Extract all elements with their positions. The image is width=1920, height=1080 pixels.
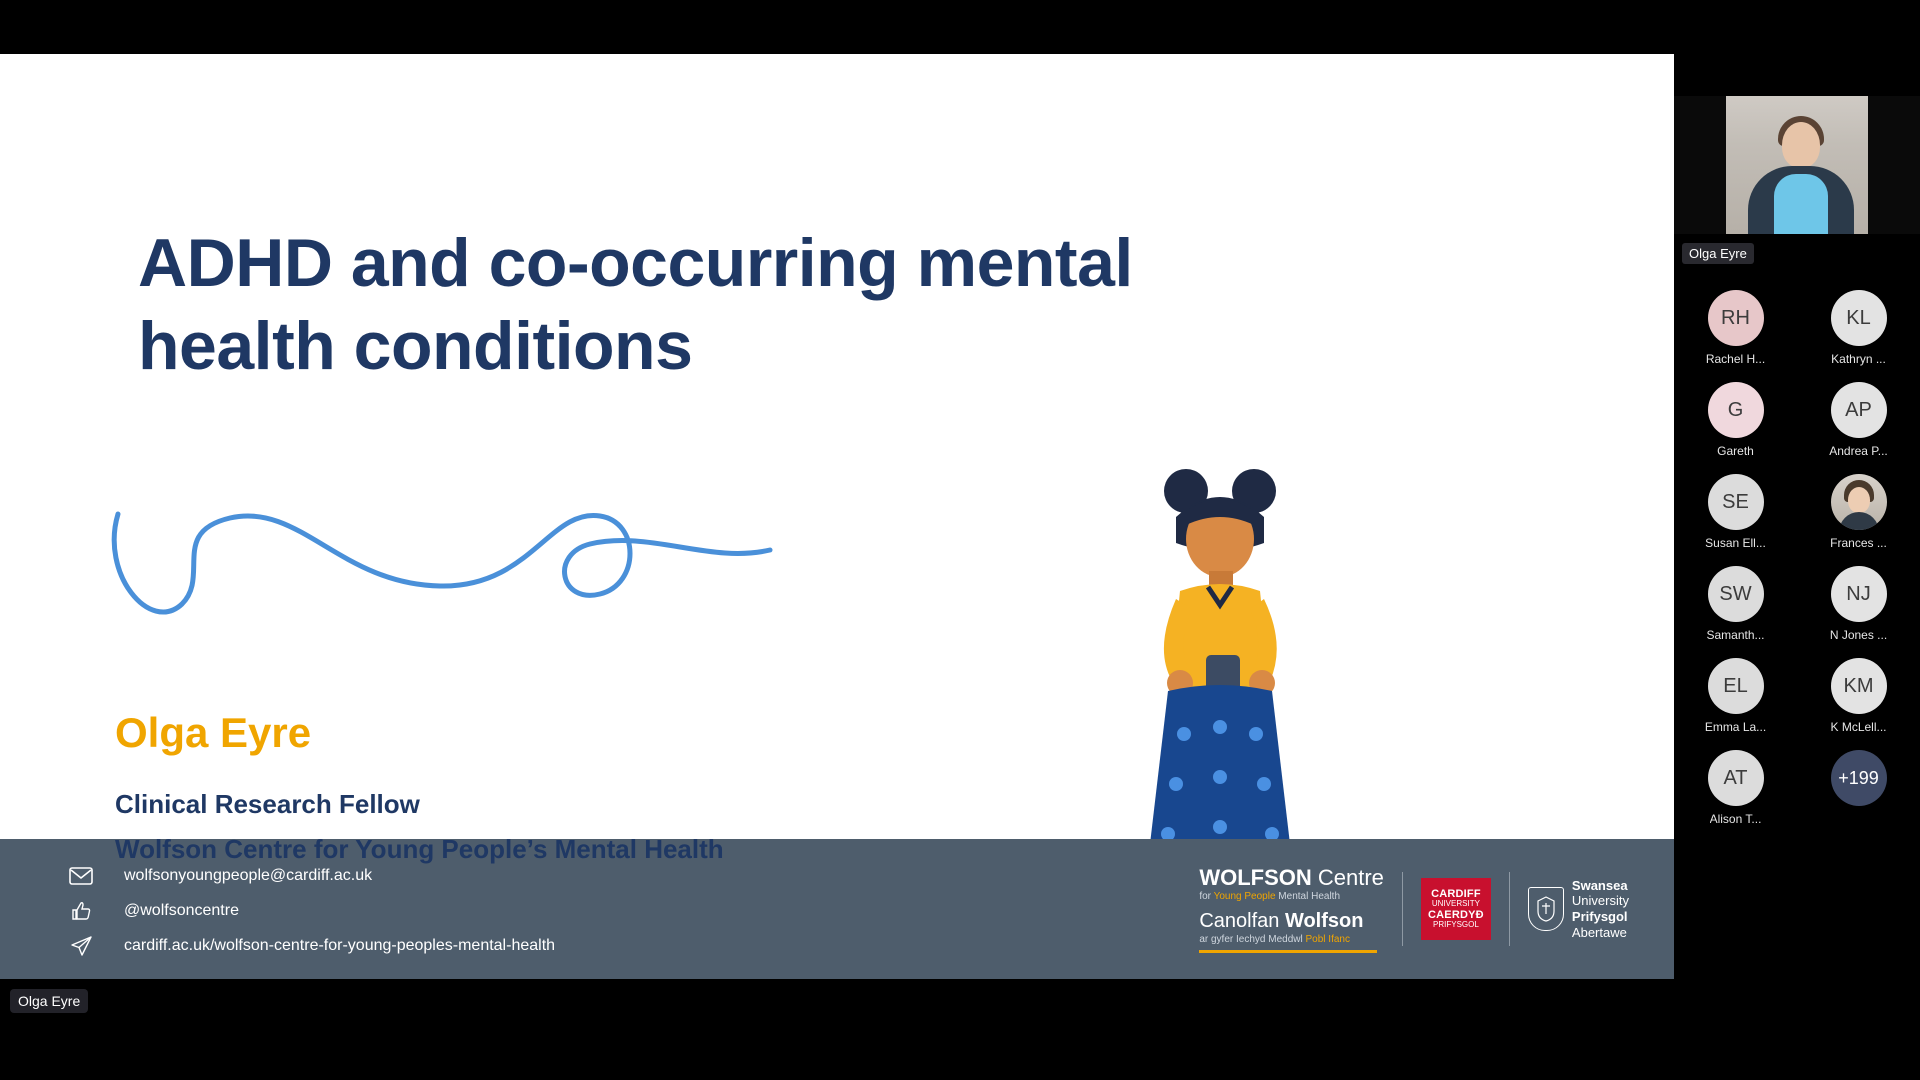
avatar xyxy=(1831,566,1887,622)
participant-tile[interactable] xyxy=(1674,658,1797,734)
slide-title: ADHD and co-occurring mental health conditions xyxy=(138,225,1133,384)
participant-name: Kathryn ... xyxy=(1831,352,1886,366)
avatar xyxy=(1708,658,1764,714)
avatar xyxy=(1708,566,1764,622)
more-participants-count: +199 xyxy=(1838,767,1879,788)
avatar xyxy=(1708,290,1764,346)
wolfson-logo-light: Centre xyxy=(1311,864,1384,890)
wolfson-welsh-b: Wolfson xyxy=(1284,909,1364,932)
participant-name: Emma La... xyxy=(1704,720,1767,734)
video-letterbox-right xyxy=(1868,96,1920,234)
swansea-line4: Abertawe xyxy=(1571,924,1627,940)
active-speaker-name-label: Olga Eyre xyxy=(1682,243,1754,264)
participant-name: K McLell... xyxy=(1830,720,1887,734)
participant-tile[interactable] xyxy=(1674,566,1797,642)
swansea-line3: Prifysgol xyxy=(1571,909,1628,924)
participant-tile[interactable] xyxy=(1674,474,1797,550)
avatar-initials: KL xyxy=(1846,306,1871,329)
avatar xyxy=(1831,658,1887,714)
participant-name: Samanth... xyxy=(1706,628,1765,642)
email-icon xyxy=(68,863,94,889)
cardiff-university-logo xyxy=(1421,878,1491,940)
wolfson-welsh-tagline-b: Pobl Ifanc xyxy=(1305,933,1350,945)
logo-divider xyxy=(1402,872,1403,946)
swansea-crest-icon xyxy=(1528,887,1564,931)
wolfson-logo-bold: WOLFSON xyxy=(1199,864,1312,890)
swansea-line1: Swansea xyxy=(1571,877,1628,893)
footer-website-row xyxy=(68,933,555,959)
avatar-initials: AT xyxy=(1723,766,1748,789)
avatar-initials: KM xyxy=(1843,674,1874,697)
participant-tile[interactable] xyxy=(1797,658,1920,734)
presenter-role: Clinical Research Fellow xyxy=(115,789,420,819)
presenter-name: Olga Eyre xyxy=(115,709,312,756)
avatar-initials: G xyxy=(1727,398,1744,421)
avatar-body xyxy=(1839,512,1879,530)
participant-tile[interactable] xyxy=(1674,290,1797,366)
active-speaker-video xyxy=(1674,96,1920,234)
wolfson-centre-logo xyxy=(1199,865,1384,953)
wolfson-welsh-a: Canolfan xyxy=(1199,909,1285,932)
avatar-initials: AP xyxy=(1845,398,1872,421)
cardiff-logo-line1: CARDIFF xyxy=(1431,888,1481,901)
logo-divider-2 xyxy=(1509,872,1510,946)
avatar xyxy=(1708,474,1764,530)
participant-tile[interactable] xyxy=(1674,750,1797,826)
wolfson-tagline-b: Young People xyxy=(1213,891,1276,903)
participant-tile[interactable] xyxy=(1797,290,1920,366)
cardiff-logo-line2: UNIVERSITY xyxy=(1431,899,1480,909)
video-letterbox-left xyxy=(1674,96,1726,234)
avatar-initials: SE xyxy=(1722,490,1749,513)
footer-social-row xyxy=(68,898,239,924)
avatar xyxy=(1708,382,1764,438)
footer-email-text: wolfsonyoungpeople@cardiff.ac.uk xyxy=(124,867,373,884)
avatar-initials: RH xyxy=(1721,306,1750,329)
footer-website-text: cardiff.ac.uk/wolfson-centre-for-young-peoples-mental-health xyxy=(124,937,556,954)
speaker-shirt xyxy=(1774,174,1828,234)
participant-tile[interactable] xyxy=(1797,382,1920,458)
cardiff-logo-line4: PRIFYSGOL xyxy=(1433,920,1479,930)
wolfson-logo-underline xyxy=(1199,950,1377,953)
cardiff-logo-line3: CAERDYĐ xyxy=(1428,909,1484,921)
speaker-face xyxy=(1782,122,1820,168)
avatar-initials: EL xyxy=(1723,674,1748,697)
presenter-organisation: Wolfson Centre for Young People’s Mental Health xyxy=(115,834,724,864)
avatar xyxy=(1708,750,1764,806)
avatar xyxy=(1831,290,1887,346)
swansea-university-logo xyxy=(1528,878,1629,940)
participant-tile[interactable] xyxy=(1674,382,1797,458)
footer-social-text: @wolfsoncentre xyxy=(124,902,239,919)
active-speaker-video-tile[interactable] xyxy=(1674,96,1920,234)
share-presenter-name-label: Olga Eyre xyxy=(10,989,88,1013)
participant-tile[interactable] xyxy=(1797,566,1920,642)
participant-name: Rachel H... xyxy=(1705,352,1766,366)
wolfson-tagline-d: Mental Health xyxy=(1275,891,1341,903)
avatar-face xyxy=(1848,487,1870,513)
footer-email-row xyxy=(68,863,372,889)
participant-name: Andrea P... xyxy=(1829,444,1888,458)
participant-grid xyxy=(1674,290,1920,826)
participant-name: Susan Ell... xyxy=(1705,536,1766,550)
avatar xyxy=(1831,382,1887,438)
logo-block xyxy=(1199,859,1629,959)
participant-name: Gareth xyxy=(1717,444,1754,458)
participant-name: Alison T... xyxy=(1709,812,1762,826)
paper-plane-icon xyxy=(68,933,94,959)
participant-tile[interactable] xyxy=(1797,474,1920,550)
presentation-slide xyxy=(0,54,1674,979)
participant-name: N Jones ... xyxy=(1829,628,1888,642)
screen-share-area[interactable] xyxy=(0,54,1674,1023)
thumbs-up-icon xyxy=(68,898,94,924)
swansea-line2: University xyxy=(1571,893,1629,909)
wolfson-tagline-a: for xyxy=(1199,891,1214,903)
participants-sidebar xyxy=(1674,0,1920,1080)
more-participants-badge xyxy=(1831,750,1887,806)
avatar-initials: SW xyxy=(1719,582,1752,605)
avatar-initials: NJ xyxy=(1846,582,1871,605)
wolfson-welsh-tagline-a: ar gyfer Iechyd Meddwl xyxy=(1199,933,1306,945)
participant-name: Frances ... xyxy=(1830,536,1887,550)
more-participants-tile[interactable] xyxy=(1797,750,1920,826)
squiggle-decoration xyxy=(110,494,790,654)
avatar-photo xyxy=(1831,474,1887,530)
